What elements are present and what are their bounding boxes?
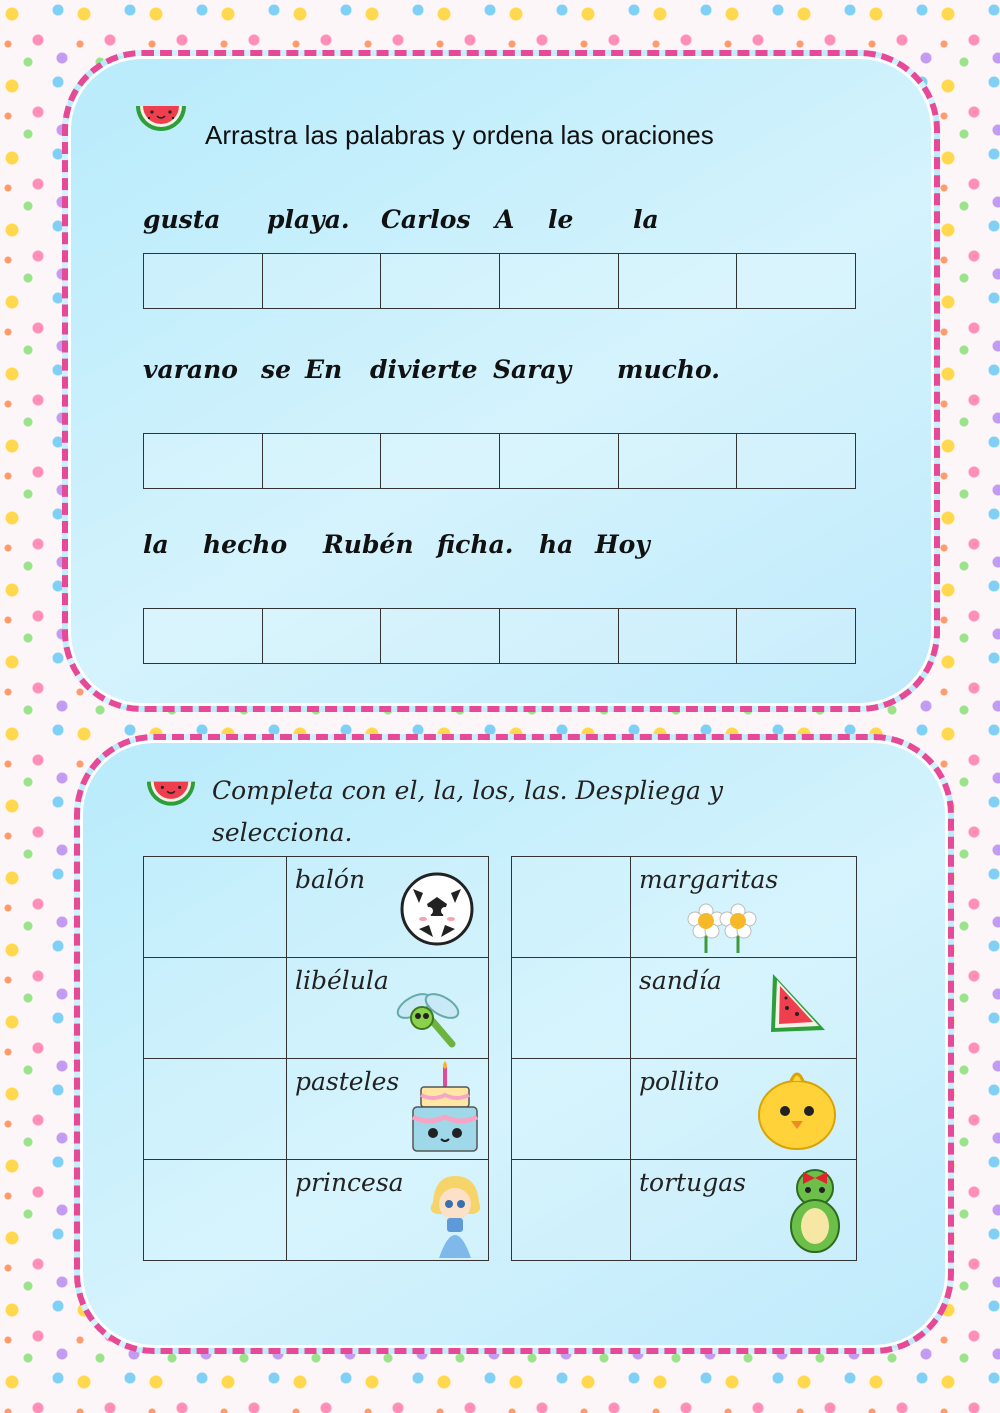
drop-cell[interactable] xyxy=(263,254,382,308)
soccer-ball-icon xyxy=(399,871,475,947)
drop-cell[interactable] xyxy=(500,254,619,308)
drop-cell[interactable] xyxy=(619,609,738,663)
article-dropdown[interactable] xyxy=(144,1059,287,1160)
table-row xyxy=(144,958,489,1059)
word-tile[interactable]: le xyxy=(548,205,574,234)
chick-icon xyxy=(755,1065,839,1153)
article-table-left xyxy=(143,856,489,1261)
article-dropdown[interactable] xyxy=(512,1059,631,1160)
table-row xyxy=(144,1160,489,1261)
drop-cell[interactable] xyxy=(381,434,500,488)
table-row xyxy=(144,1059,489,1160)
article-table-right xyxy=(511,856,857,1261)
drop-cell[interactable] xyxy=(500,609,619,663)
drop-cell[interactable] xyxy=(500,434,619,488)
word-tile[interactable]: la xyxy=(143,530,169,559)
section-1-title: Arrastra las palabras y ordena las oraciones xyxy=(205,120,714,150)
drop-cell[interactable] xyxy=(381,609,500,663)
article-dropdown[interactable] xyxy=(512,1160,631,1261)
turtle-icon xyxy=(786,1164,844,1256)
word-label: pasteles xyxy=(295,1067,400,1096)
table-row xyxy=(512,1160,857,1261)
word-tile[interactable]: hecho xyxy=(203,530,288,559)
table-row xyxy=(512,958,857,1059)
word-tile[interactable]: gusta xyxy=(143,205,221,234)
watermelon-icon xyxy=(143,772,199,822)
drop-cell[interactable] xyxy=(144,609,263,663)
article-dropdown[interactable] xyxy=(144,1160,287,1261)
word-label: sandía xyxy=(639,966,722,995)
section-2-title: Completa con el, la, los, las. Despliega y selecciona. xyxy=(212,776,723,847)
drop-cell[interactable] xyxy=(144,434,263,488)
drop-cell[interactable] xyxy=(619,434,738,488)
princess-icon xyxy=(425,1172,485,1260)
word-tile[interactable]: playa. xyxy=(267,205,350,234)
word-tile[interactable]: divierte xyxy=(370,355,478,384)
word-tile[interactable]: Carlos xyxy=(381,205,471,234)
drop-cell[interactable] xyxy=(263,609,382,663)
drop-cell[interactable] xyxy=(737,254,855,308)
watermelon-slice-icon xyxy=(767,970,831,1036)
drop-row-2 xyxy=(143,433,856,489)
daisies-icon xyxy=(686,901,760,953)
drop-cell[interactable] xyxy=(737,609,855,663)
drop-cell[interactable] xyxy=(737,434,855,488)
word-tile[interactable]: A xyxy=(495,205,515,234)
drop-row-1 xyxy=(143,253,856,309)
drop-row-3 xyxy=(143,608,856,664)
word-label: tortugas xyxy=(639,1168,746,1197)
word-label: margaritas xyxy=(639,865,779,894)
drop-cell[interactable] xyxy=(263,434,382,488)
drop-cell[interactable] xyxy=(619,254,738,308)
word-tile[interactable]: ficha. xyxy=(437,530,514,559)
dragonfly-icon xyxy=(392,988,464,1050)
word-label: libélula xyxy=(295,966,389,995)
word-tile[interactable]: En xyxy=(305,355,343,384)
word-tile[interactable]: mucho. xyxy=(617,355,720,384)
word-tile[interactable]: varano xyxy=(143,355,238,384)
article-dropdown[interactable] xyxy=(144,857,287,958)
word-tile[interactable]: Hoy xyxy=(595,530,650,559)
word-label: balón xyxy=(295,865,366,894)
table-row xyxy=(144,857,489,958)
word-tile[interactable]: la xyxy=(633,205,659,234)
word-tile[interactable]: Saray xyxy=(493,355,572,384)
word-tile[interactable]: ha xyxy=(539,530,574,559)
word-label: pollito xyxy=(639,1067,720,1096)
table-row xyxy=(512,857,857,958)
drop-cell[interactable] xyxy=(381,254,500,308)
drop-cell[interactable] xyxy=(144,254,263,308)
article-dropdown[interactable] xyxy=(512,958,631,1059)
birthday-cake-icon xyxy=(409,1061,481,1157)
article-dropdown[interactable] xyxy=(512,857,631,958)
article-dropdown[interactable] xyxy=(144,958,287,1059)
word-label: princesa xyxy=(295,1168,404,1197)
watermelon-icon xyxy=(132,96,190,148)
word-tile[interactable]: Rubén xyxy=(323,530,414,559)
word-tile[interactable]: se xyxy=(261,355,291,384)
table-row xyxy=(512,1059,857,1160)
